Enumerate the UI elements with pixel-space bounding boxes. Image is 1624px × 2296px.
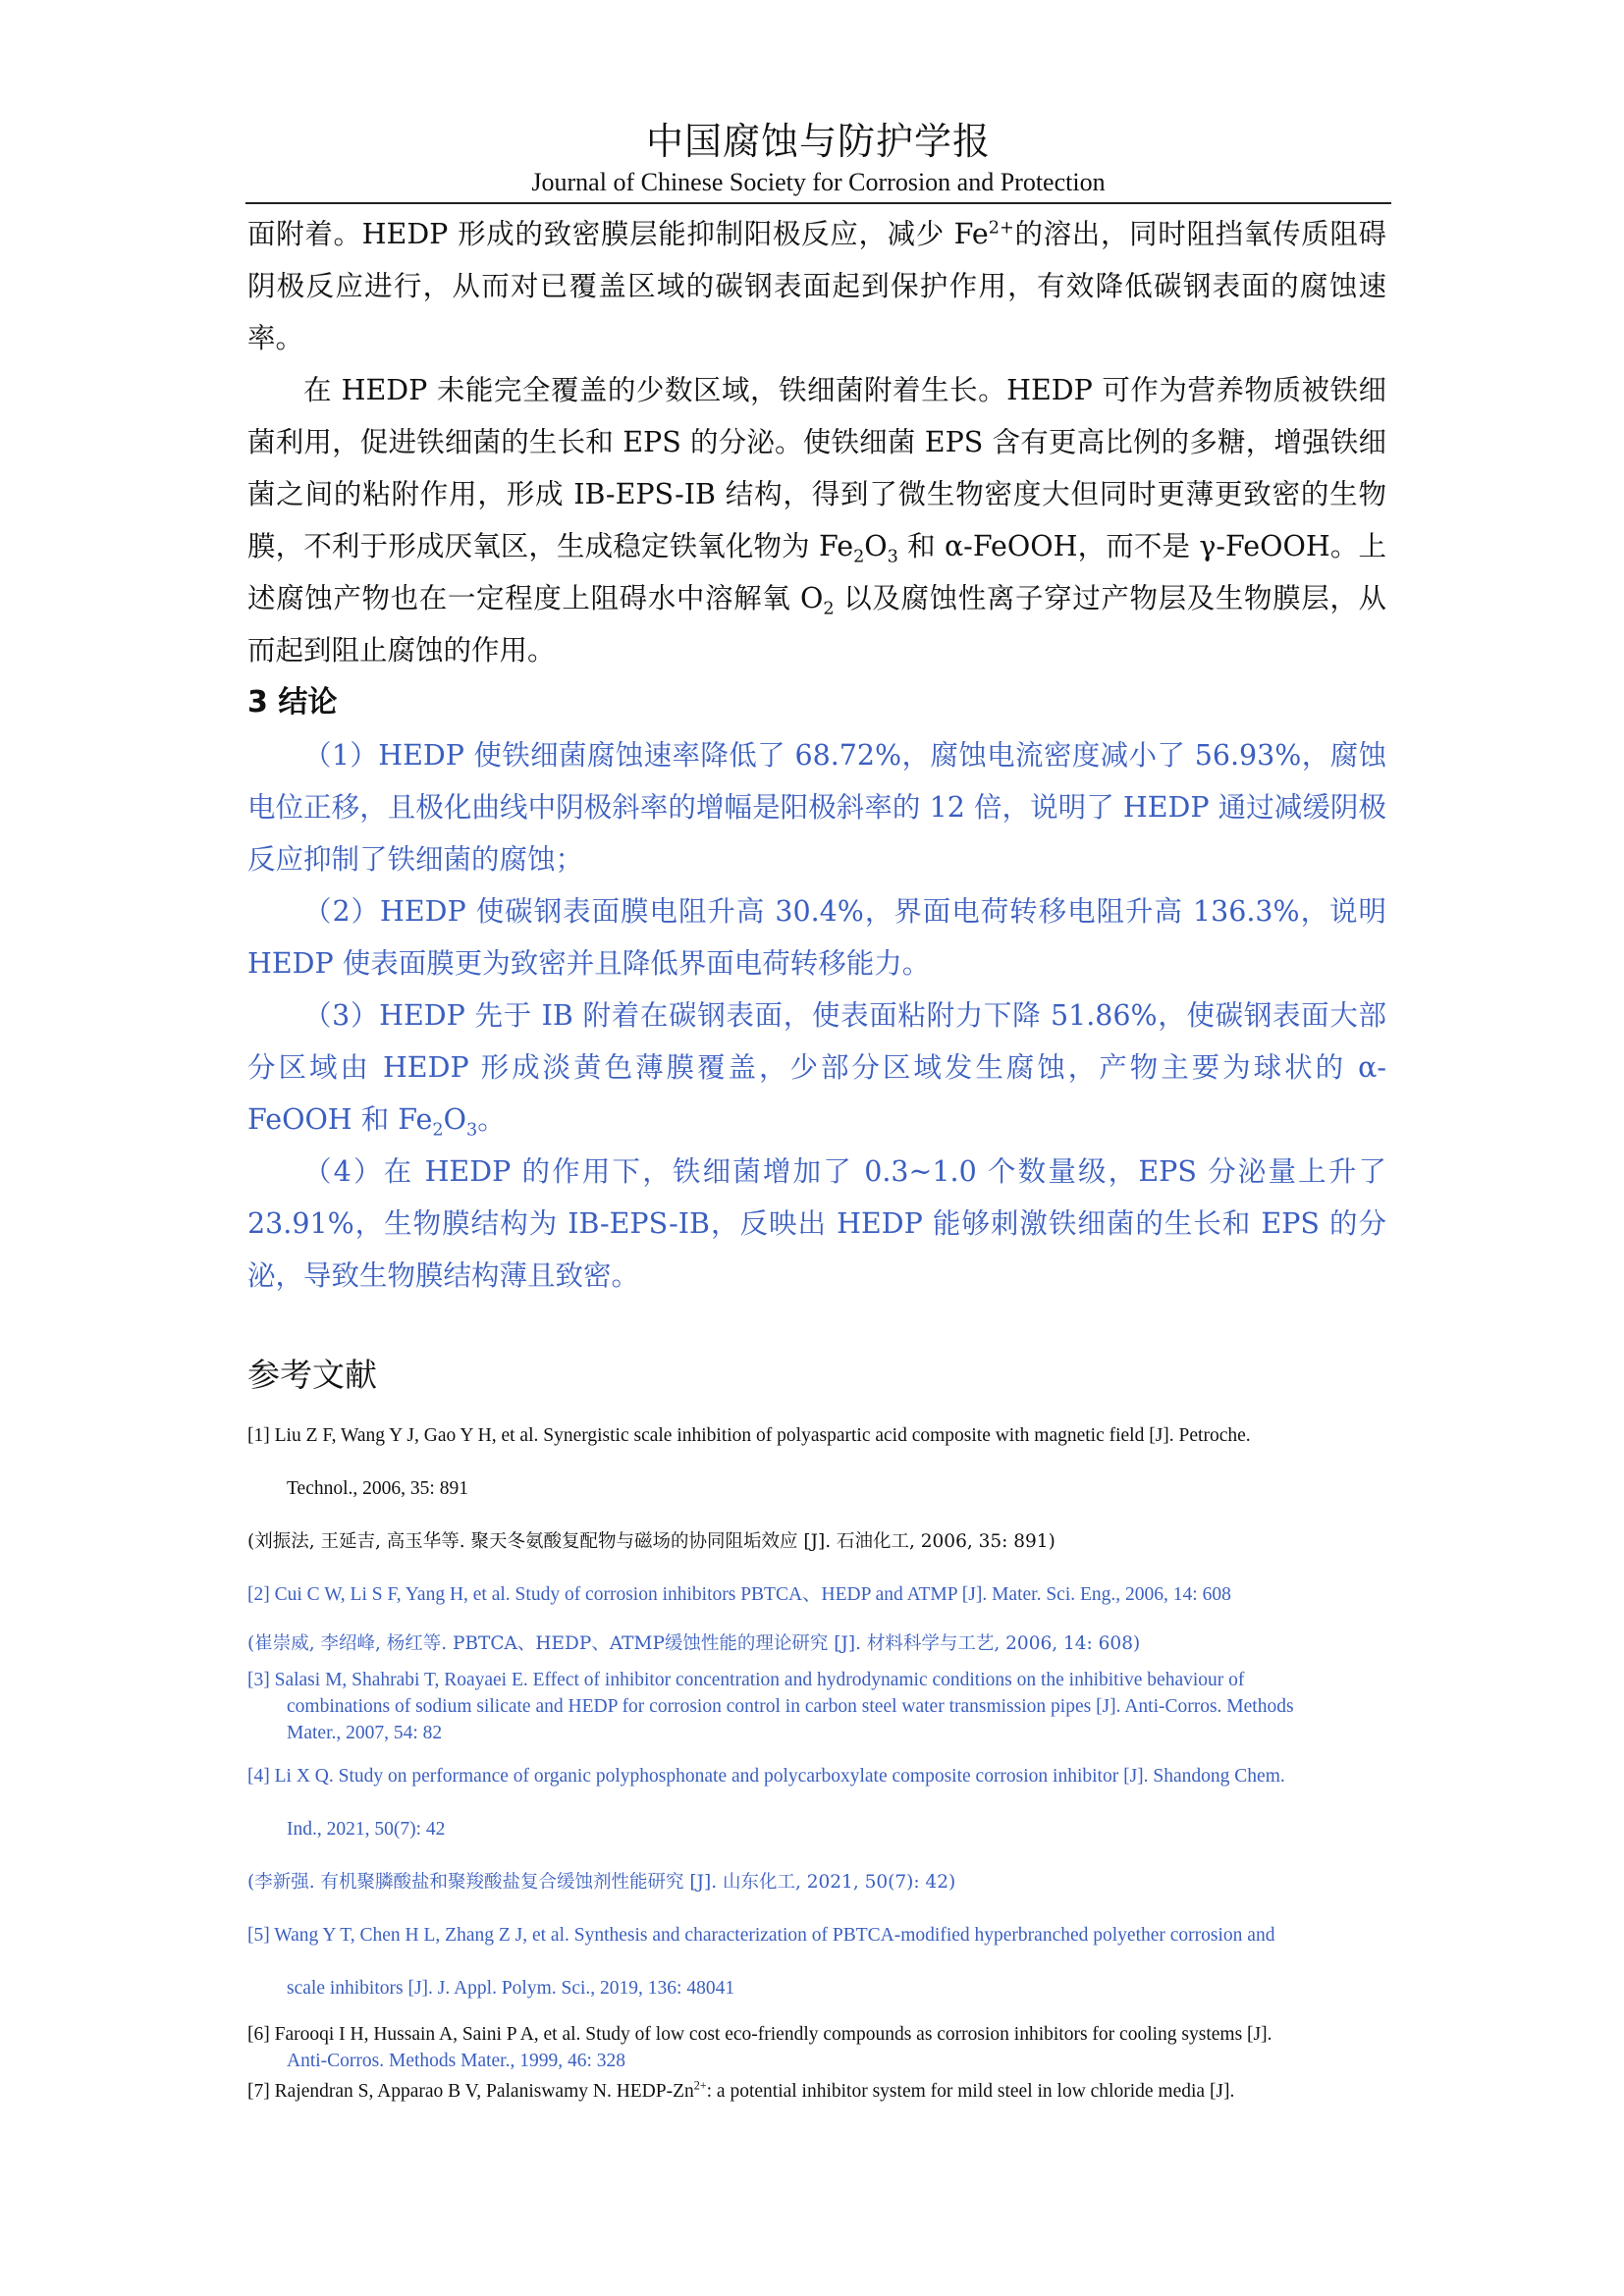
p1-text-a: 面附着。HEDP 形成的致密膜层能抑制阳极反应，减少 Fe xyxy=(247,218,989,250)
reference-4-line-1: [4] Li X Q. Study on performance of organic polyphosphonate and polycarboxylate composite corrosion inhibitor [J]. Shandong Chem. xyxy=(247,1766,1285,1787)
conclusion-item-4: （4）在 HEDP 的作用下，铁细菌增加了 0.3~1.0 个数量级，EPS 分泌量上升了 23.91%，生物膜结构为 IB-EPS-IB，反映出 HEDP 能够刺激铁细菌的生长和 EPS 的分泌，导致生物膜结构薄且致密。 xyxy=(247,1155,1386,1292)
p2-text-a: 在 HEDP 未能完全覆盖的少数区域，铁细菌附着生长。HEDP 可作为营养物质被铁细菌利用，促进铁细菌的生长和 EPS 的分泌。使铁细菌 EPS 含有更高比例的多糖，增强铁细菌之间的粘附作用，形成 IB-EPS-IB 结构，得到了微生物密度大但同时更薄更致密的生物膜，不利于形成厌氧区，生成稳定铁氧化物为 Fe xyxy=(247,374,1386,562)
reference-2: [2] Cui C W, Li S F, Yang H, et al. Study of corrosion inhibitors PBTCA、HEDP and ATMP [J]. Mater. Sci. Eng., 2006, 14: 608 xyxy=(247,1584,1231,1605)
reference-2-cn: (崔崇威, 李绍峰, 杨红等. PBTCA、HEDP、ATMP缓蚀性能的理论研究 [J]. 材料科学与工艺, 2006, 14: 608) xyxy=(247,1633,1141,1654)
reference-4 xyxy=(247,1750,1386,1856)
c3-sub1: 2 xyxy=(432,1120,444,1141)
reference-3-line-1: [3] Salasi M, Shahrabi T, Roayaei E. Effect of inhibitor concentration and hydrodynamic conditions on the inhibitive behaviour of xyxy=(247,1670,1245,1690)
journal-title-en: Journal of Chinese Society for Corrosion and Protection xyxy=(531,168,1106,196)
reference-4-line-2: Ind., 2021, 50(7): 42 xyxy=(287,1819,446,1840)
reference-4-cn: (李新强. 有机聚膦酸盐和聚羧酸盐复合缓蚀剂性能研究 [J]. 山东化工, 2021, 50(7): 42) xyxy=(247,1872,956,1893)
p2-sub2: 3 xyxy=(887,547,898,567)
p1-sup: 2+ xyxy=(988,218,1014,239)
paragraph-1 xyxy=(247,208,1386,364)
reference-7 xyxy=(247,2078,1386,2105)
p2-text-d: 以及腐蚀性离子穿过产物层及生物膜层，从而起到阻止腐蚀的作用。 xyxy=(247,582,1386,667)
reference-1 xyxy=(247,1410,1386,1516)
paragraph-2 xyxy=(247,364,1386,676)
p1-text-b: 的溶出，同时阻挡氧传质阻碍阴极反应进行，从而对已覆盖区域的碳钢表面起到保护作用，有效降低碳钢表面的腐蚀速率。 xyxy=(247,218,1386,354)
conclusion-item-3 xyxy=(247,989,1386,1146)
c3-text-b: O xyxy=(443,1103,466,1136)
p2-sub3: 2 xyxy=(823,599,835,619)
c3-sub2: 3 xyxy=(465,1120,478,1141)
reference-3 xyxy=(247,1667,1386,1746)
reference-6-line-2: Anti-Corros. Methods Mater., 1999, 46: 328 xyxy=(287,2051,626,2071)
conclusion-item-1: （1）HEDP 使铁细菌腐蚀速率降低了 68.72%，腐蚀电流密度减小了 56.93%，腐蚀电位正移，且极化曲线中阴极斜率的增幅是阳极斜率的 12 倍，说明了 HEDP 通过减缓阴极反应抑制了铁细菌的腐蚀； xyxy=(247,739,1386,876)
reference-3-line-2: combinations of sodium silicate and HEDP for corrosion control in carbon steel water transmission pipes [J]. Anti-Corros. Methods xyxy=(287,1696,1294,1717)
reference-5 xyxy=(247,1909,1386,2015)
p2-text-c: 和 α-FeOOH，而不是 γ-FeOOH。上述腐蚀产物也在一定程度上阻碍水中溶解氧 O xyxy=(247,530,1386,614)
reference-1-line-2: Technol., 2006, 35: 891 xyxy=(287,1478,468,1499)
journal-header xyxy=(245,116,1391,198)
reference-6-line-1: [6] Farooqi I H, Hussain A, Saini P A, et al. Study of low cost eco-friendly compounds as corrosion inhibitors for cooling systems [J]. xyxy=(247,2024,1272,2045)
article-body xyxy=(247,208,1386,2105)
c3-text-a: （3）HEDP 先于 IB 附着在碳钢表面，使表面粘附力下降 51.86%，使碳钢表面大部分区域由 HEDP 形成淡黄色薄膜覆盖，少部分区域发生腐蚀，产物主要为球状的 α-FeOOH 和 Fe xyxy=(247,999,1386,1136)
reference-7-text-a: [7] Rajendran S, Apparao B V, Palaniswamy N. HEDP-Zn xyxy=(247,2081,694,2102)
reference-7-text-b: : a potential inhibitor system for mild steel in low chloride media [J]. xyxy=(706,2081,1235,2102)
c3-text-c: 。 xyxy=(477,1103,506,1136)
references-heading: 参考文献 xyxy=(247,1356,377,1394)
reference-list xyxy=(247,1410,1386,2105)
conclusion-item-2: （2）HEDP 使碳钢表面膜电阻升高 30.4%，界面电荷转移电阻升高 136.3%，说明 HEDP 使表面膜更为致密并且降低界面电荷转移能力。 xyxy=(247,895,1386,980)
header-divider xyxy=(245,202,1391,204)
reference-7-sup: 2+ xyxy=(693,2078,707,2093)
p2-text-b: O xyxy=(864,530,888,562)
reference-1-cn: (刘振法, 王延吉, 高玉华等. 聚天冬氨酸复配物与磁场的协同阻垢效应 [J]. 石油化工, 2006, 35: 891) xyxy=(247,1531,1056,1552)
reference-1-line-1: [1] Liu Z F, Wang Y J, Gao Y H, et al. Synergistic scale inhibition of polyaspartic acid composite with magnetic field [J]. Petroche. xyxy=(247,1425,1251,1446)
reference-3-line-3: Mater., 2007, 54: 82 xyxy=(287,1723,443,1743)
reference-5-line-1: [5] Wang Y T, Chen H L, Zhang Z J, et al. Synthesis and characterization of PBTCA-modified hyperbranched polyether corrosion and xyxy=(247,1925,1275,1946)
reference-5-line-2: scale inhibitors [J]. J. Appl. Polym. Sci., 2019, 136: 48041 xyxy=(287,1978,735,1999)
section-heading-conclusion: 3 结论 xyxy=(247,685,338,720)
journal-title-cn: 中国腐蚀与防护学报 xyxy=(645,120,991,163)
reference-6 xyxy=(247,2021,1386,2074)
p2-sub1: 2 xyxy=(853,547,865,567)
